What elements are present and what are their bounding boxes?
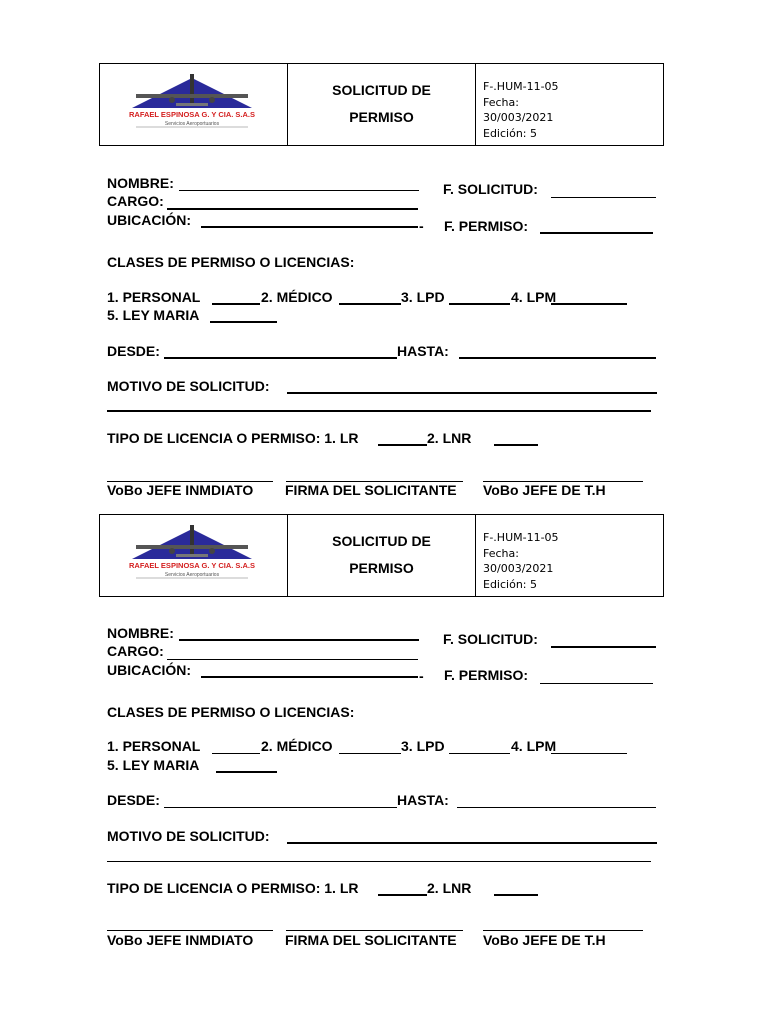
desde-field[interactable] <box>164 807 397 808</box>
fecha-value: 30/003/2021 <box>483 562 554 575</box>
f-solicitud-field[interactable] <box>551 197 656 198</box>
motivo-field[interactable] <box>287 842 657 844</box>
logo-cell <box>100 515 288 596</box>
form-title: SOLICITUD DE PERMISO <box>288 515 476 596</box>
dash: - <box>419 668 424 684</box>
company-logo <box>122 70 262 140</box>
nombre-field[interactable] <box>179 190 419 191</box>
motivo-field-line2[interactable] <box>107 861 651 862</box>
edicion: Edición: 5 <box>483 577 537 591</box>
ubicacion-field[interactable] <box>201 226 418 228</box>
medico-field[interactable] <box>339 753 401 754</box>
company-name: RAFAEL ESPINOSA G. Y CIA. S.A.S <box>128 561 256 570</box>
clases-heading: CLASES DE PERMISO O LICENCIAS: <box>107 254 355 270</box>
company-tagline: Servicios Aeroportuarios <box>164 572 220 578</box>
vobo-th-label: VoBo JEFE DE T.H <box>483 932 606 948</box>
form-metadata <box>476 64 663 145</box>
form-header <box>99 63 664 146</box>
personal-field[interactable] <box>212 753 260 754</box>
firma-label: FIRMA DEL SOLICITANTE <box>285 932 457 948</box>
option-personal: 1. PERSONAL <box>107 289 201 305</box>
ubicacion-label: UBICACIÓN: <box>107 662 191 678</box>
form-title: SOLICITUD DE PERMISO <box>288 64 476 145</box>
option-lpm: 4. LPM <box>511 738 557 754</box>
logo-cell <box>100 64 288 145</box>
desde-label: DESDE: <box>107 343 160 359</box>
lpd-field[interactable] <box>449 753 510 754</box>
f-solicitud-field[interactable] <box>551 646 656 648</box>
company-tagline: Servicios Aeroportuarios <box>164 121 220 127</box>
fecha-value: 30/003/2021 <box>483 111 554 124</box>
vobo-jefe-label: VoBo JEFE INMDIATO <box>107 482 254 498</box>
option-lpm: 4. LPM <box>511 289 557 305</box>
f-permiso-label: F. PERMISO: <box>444 218 529 234</box>
vobo-th-signature-line[interactable] <box>483 930 643 931</box>
hasta-field[interactable] <box>457 807 656 808</box>
hasta-label: HASTA: <box>397 343 449 359</box>
lr-field[interactable] <box>378 444 427 446</box>
personal-field[interactable] <box>212 303 260 305</box>
motivo-field-line2[interactable] <box>107 410 651 412</box>
cargo-field[interactable] <box>167 659 418 660</box>
fecha-label: Fecha: <box>483 95 519 109</box>
lnr-label: 2. LNR <box>427 430 472 446</box>
fecha-label: Fecha: <box>483 546 519 560</box>
cargo-label: CARGO: <box>107 643 164 659</box>
tipo-licencia-label: TIPO DE LICENCIA O PERMISO: 1. LR <box>107 880 359 896</box>
motivo-field[interactable] <box>287 392 657 394</box>
lnr-field[interactable] <box>494 894 538 896</box>
lr-field[interactable] <box>378 894 427 896</box>
f-solicitud-label: F. SOLICITUD: <box>443 181 538 197</box>
option-medico: 2. MÉDICO <box>261 289 333 305</box>
option-ley-maria: 5. LEY MARIA <box>107 307 200 323</box>
form-code: F-.HUM-11-05 <box>483 80 559 93</box>
cargo-label: CARGO: <box>107 193 164 209</box>
nombre-label: NOMBRE: <box>107 625 174 641</box>
lpm-field[interactable] <box>551 303 627 305</box>
ubicacion-field[interactable] <box>201 676 418 678</box>
lpd-field[interactable] <box>449 303 510 305</box>
f-permiso-field[interactable] <box>540 683 653 684</box>
lpm-field[interactable] <box>551 753 627 754</box>
motivo-label: MOTIVO DE SOLICITUD: <box>107 378 270 394</box>
lnr-label: 2. LNR <box>427 880 472 896</box>
firma-label: FIRMA DEL SOLICITANTE <box>285 482 457 498</box>
f-permiso-label: F. PERMISO: <box>444 667 529 683</box>
hasta-field[interactable] <box>459 357 656 359</box>
tipo-licencia-label: TIPO DE LICENCIA O PERMISO: 1. LR <box>107 430 359 446</box>
option-medico: 2. MÉDICO <box>261 738 333 754</box>
company-name: RAFAEL ESPINOSA G. Y CIA. S.A.S <box>128 110 256 119</box>
ley-maria-field[interactable] <box>210 321 277 323</box>
firma-signature-line[interactable] <box>286 930 463 931</box>
medico-field[interactable] <box>339 303 401 305</box>
clases-heading: CLASES DE PERMISO O LICENCIAS: <box>107 704 355 720</box>
vobo-jefe-signature-line[interactable] <box>107 930 273 931</box>
option-lpd: 3. LPD <box>401 289 445 305</box>
option-lpd: 3. LPD <box>401 738 445 754</box>
desde-field[interactable] <box>164 357 397 359</box>
option-personal: 1. PERSONAL <box>107 738 201 754</box>
dash: - <box>419 218 424 234</box>
motivo-label: MOTIVO DE SOLICITUD: <box>107 828 270 844</box>
nombre-field[interactable] <box>179 639 419 641</box>
desde-label: DESDE: <box>107 792 160 808</box>
edicion: Edición: 5 <box>483 126 537 140</box>
ubicacion-label: UBICACIÓN: <box>107 212 191 228</box>
nombre-label: NOMBRE: <box>107 175 174 191</box>
f-solicitud-label: F. SOLICITUD: <box>443 631 538 647</box>
vobo-th-label: VoBo JEFE DE T.H <box>483 482 606 498</box>
f-permiso-field[interactable] <box>540 232 653 234</box>
ley-maria-field[interactable] <box>216 771 277 773</box>
option-ley-maria: 5. LEY MARIA <box>107 757 200 773</box>
lnr-field[interactable] <box>494 444 538 446</box>
form-code: F-.HUM-11-05 <box>483 531 559 544</box>
company-logo <box>122 521 262 591</box>
vobo-jefe-label: VoBo JEFE INMDIATO <box>107 932 254 948</box>
cargo-field[interactable] <box>167 208 418 210</box>
form-header <box>99 514 664 597</box>
form-metadata <box>476 515 663 596</box>
hasta-label: HASTA: <box>397 792 449 808</box>
